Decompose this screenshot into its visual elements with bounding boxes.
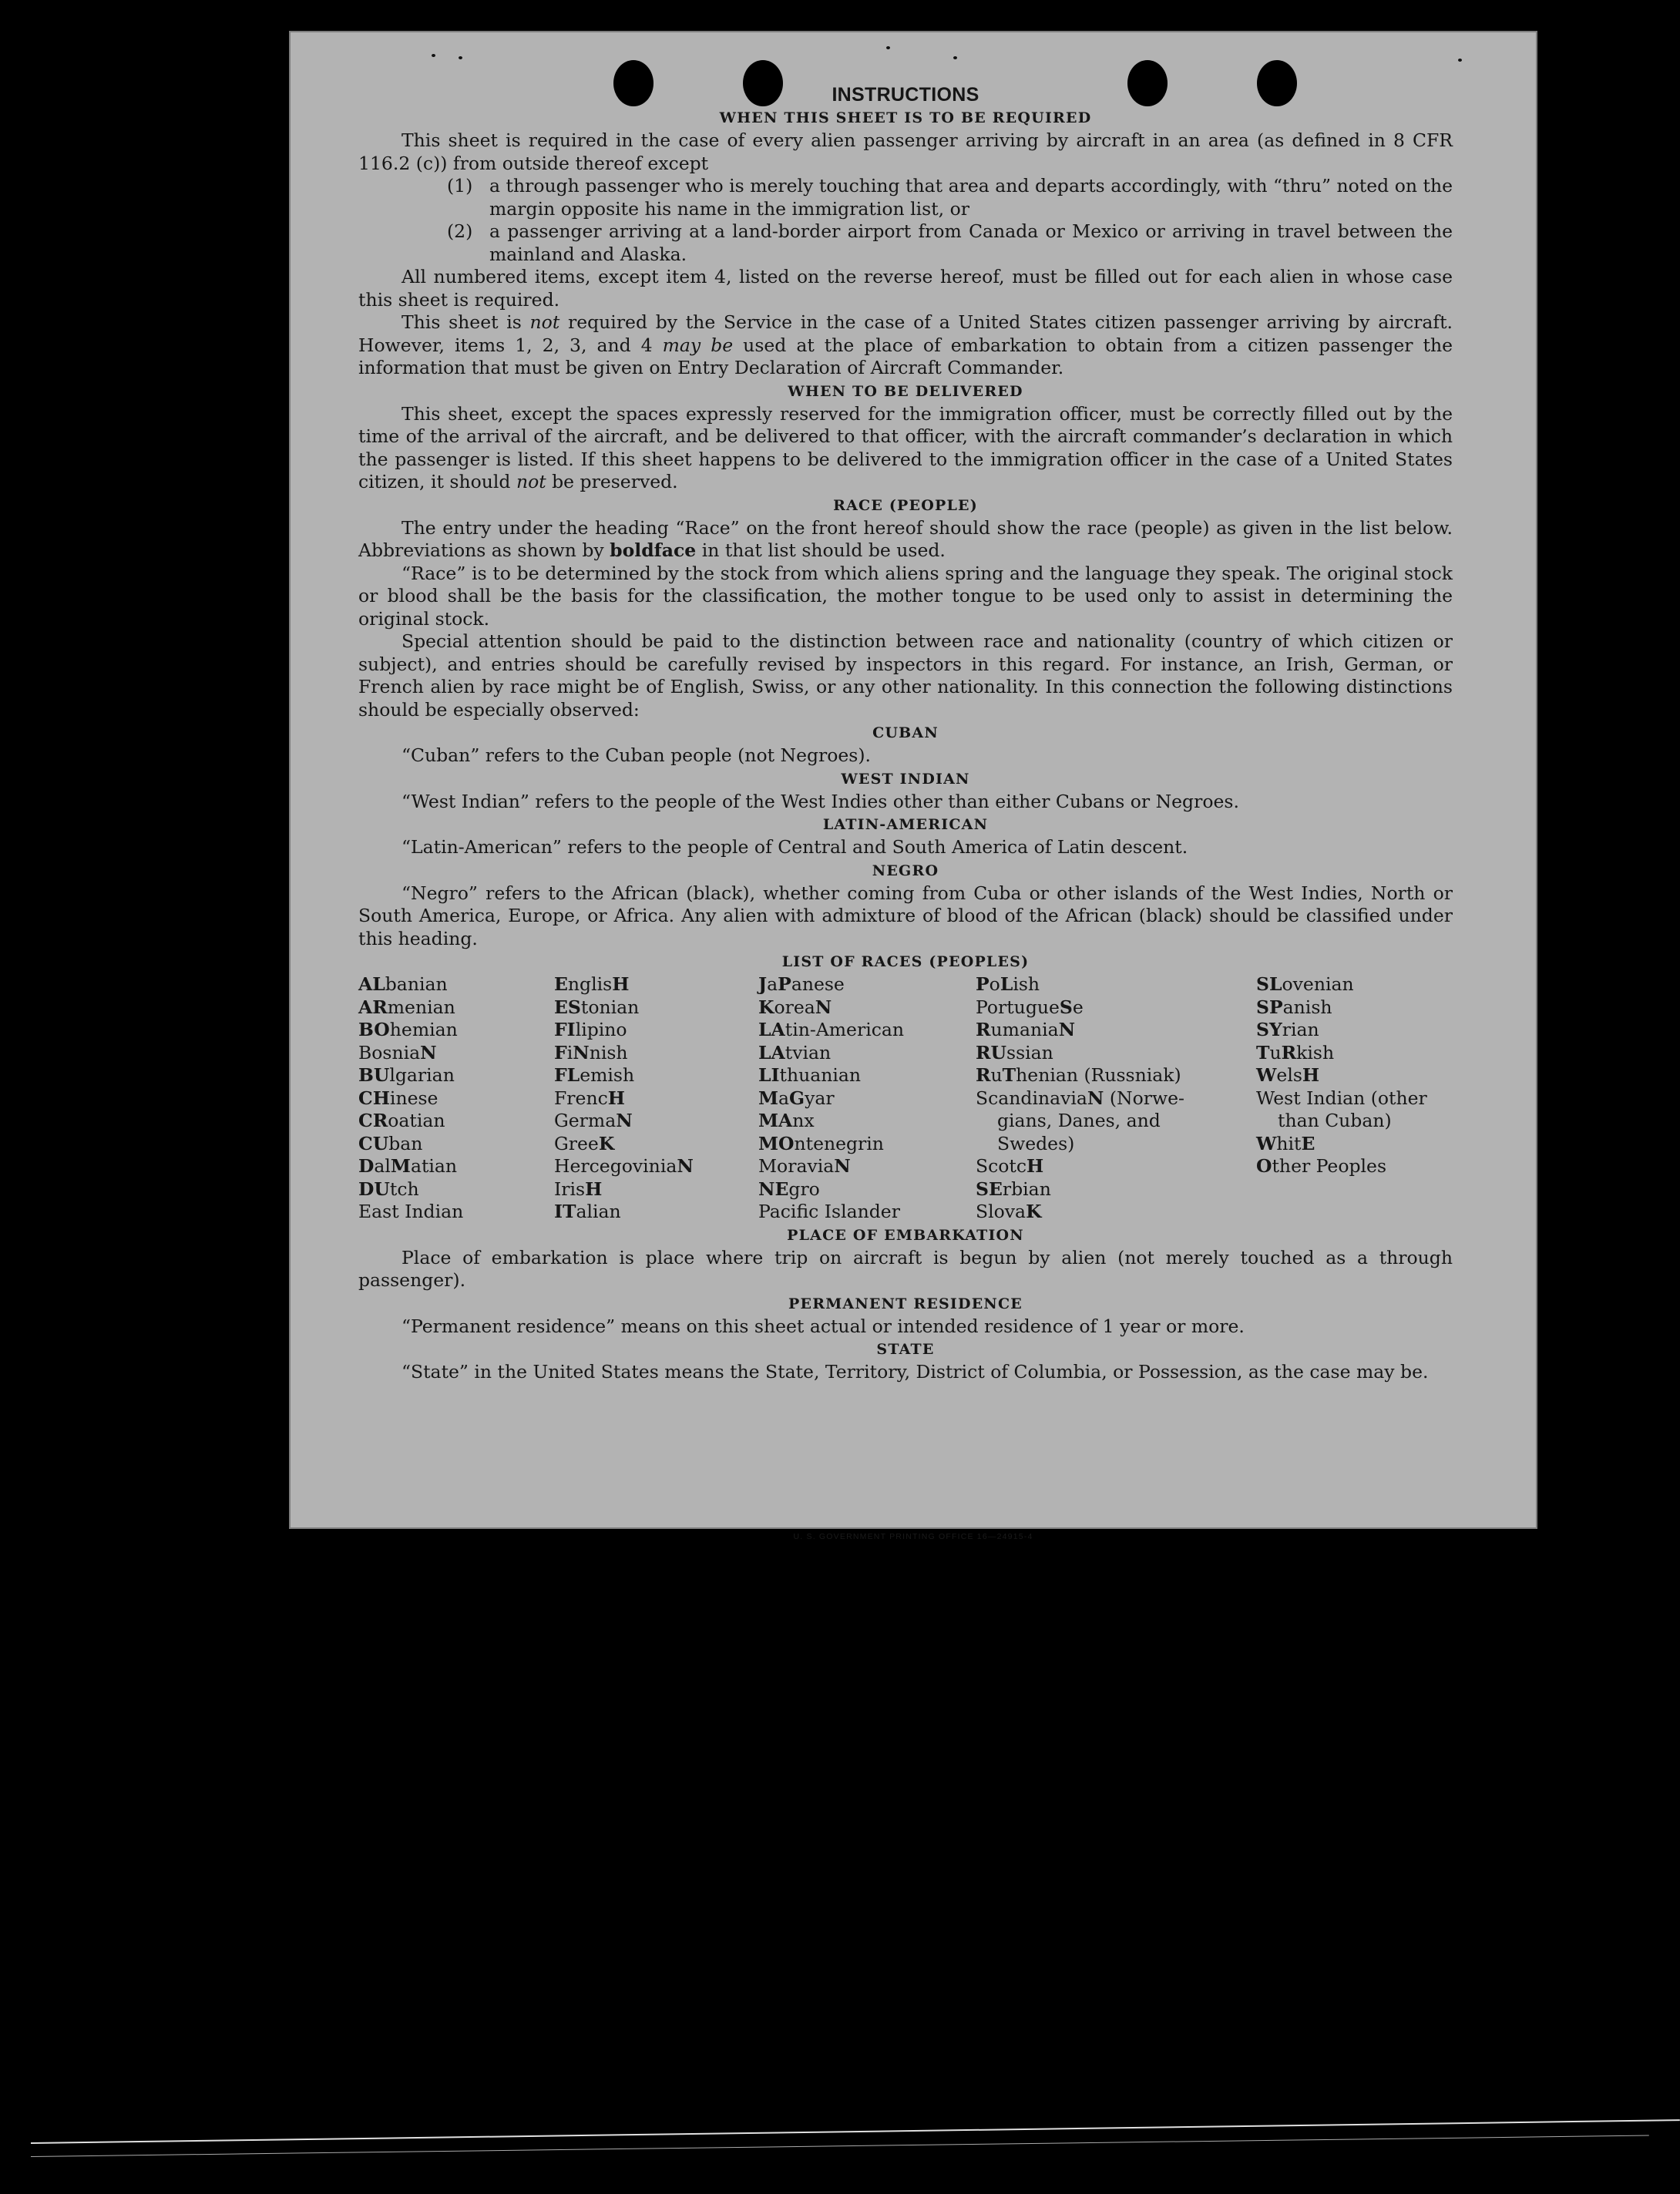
race-entry: PoLish	[976, 973, 1040, 995]
section-heading: PLACE OF EMBARKATION	[787, 1226, 1024, 1244]
paragraph: “Cuban” refers to the Cuban people (not Negroes).	[402, 744, 872, 766]
scan-speck	[1458, 59, 1462, 62]
race-list	[358, 973, 1453, 1224]
paragraph: “Race” is to be determined by the stock from which aliens spring and the language they speak. The original stock or blood shall be the basis for the classification, the mother tongue to be used only to assist in determining the original stock.	[358, 562, 1453, 630]
race-entry: JaPanese	[758, 973, 845, 995]
item-number: (1)	[447, 175, 473, 197]
race-entry: SlovaK	[976, 1201, 1042, 1222]
race-entry: IrisH	[554, 1178, 603, 1200]
race-entry: EnglisH	[554, 973, 630, 995]
race-entry: ITalian	[554, 1201, 621, 1222]
race-entry: CUban	[358, 1132, 423, 1154]
race-entry: LAtvian	[758, 1041, 832, 1063]
scan-speck	[432, 54, 435, 57]
section-heading: WEST INDIAN	[841, 770, 970, 788]
race-entry: GreeK	[554, 1132, 615, 1154]
race-entry: East Indian	[358, 1201, 464, 1222]
paragraph: This sheet is required in the case of every alien passenger arriving by aircraft in an area (as defined in 8 CFR 116.2 (c)) from outside thereof except	[358, 129, 1453, 174]
section-heading: PERMANENT RESIDENCE	[788, 1295, 1023, 1312]
race-entry	[1256, 1201, 1453, 1224]
section-heading: CUBAN	[872, 724, 939, 741]
race-entry: FrencH	[554, 1087, 625, 1109]
paragraph: “Negro” refers to the African (black), whether coming from Cuba or other islands of the West Indies, North or South America, Europe, or Africa. Any alien with admixture of blood of the African (black) should be classified under this heading.	[358, 882, 1453, 949]
paragraph: All numbered items, except item 4, listed on the reverse hereof, must be filled out for each alien in whose case this sheet is required.	[358, 266, 1453, 311]
race-entry: KoreaN	[758, 996, 832, 1018]
race-entry: Other Peoples	[1256, 1155, 1387, 1177]
race-entry: West Indian (other	[1256, 1087, 1427, 1109]
scan-speck	[886, 46, 890, 49]
race-entry: MoraviaN	[758, 1155, 851, 1177]
race-entry: Pacific Islander	[758, 1201, 900, 1222]
race-entry: CHinese	[358, 1087, 438, 1109]
race-entry: ScandinaviaN (Norwe-	[976, 1087, 1184, 1109]
race-entry: FiNnish	[554, 1041, 628, 1063]
race-entry: MOntenegrin	[758, 1132, 884, 1154]
paragraph: The entry under the heading “Race” on the front hereof should show the race (people) as given in the list below. Abbreviations as shown by boldface in that list should be used.	[358, 516, 1453, 561]
race-entry: BUlgarian	[358, 1064, 455, 1086]
race-entry: CRoatian	[358, 1110, 445, 1131]
race-entry: GermaN	[554, 1110, 633, 1131]
section-heading: WHEN TO BE DELIVERED	[788, 382, 1023, 400]
race-entry: LAtin-American	[758, 1019, 905, 1040]
race-entry: NEgro	[758, 1178, 820, 1200]
scan-speck	[459, 56, 462, 59]
paragraph: “Permanent residence” means on this sheet actual or intended residence of 1 year or more.	[402, 1315, 1245, 1337]
paragraph: Special attention should be paid to the distinction between race and nationality (country of which citizen or subject), and entries should be carefully revised by inspectors in this regard. For instance, an Irish, German, or French alien by race might be of English, Swiss, or any other nationality. In this connection the following distinctions should be especially observed:	[358, 630, 1453, 721]
paragraph: Place of embarkation is place where trip on aircraft is begun by alien (not merely touched as a through passenger).	[358, 1246, 1453, 1291]
printer-imprint: U. S. GOVERNMENT PRINTING OFFICE 16—24915-4	[793, 1532, 1033, 1541]
race-entry: EStonian	[554, 996, 640, 1018]
item-text: a through passenger who is merely touching that area and departs accordingly, with “thru” noted on the margin opposite his name in the immigration list, or	[489, 175, 1453, 220]
list-item	[358, 175, 1453, 220]
section-heading: WHEN THIS SHEET IS TO BE REQUIRED	[719, 109, 1092, 126]
paragraph: This sheet, except the spaces expressly reserved for the immigration officer, must be correctly filled out by the time of the arrival of the aircraft, and be delivered to that officer, with the aircraft commander’s declaration in which the passenger is listed. If this sheet happens to be delivered to the immigration officer in the case of a United States citizen, it should not be preserved.	[358, 402, 1453, 492]
race-entry: SPanish	[1256, 996, 1332, 1018]
race-entry: RUssian	[976, 1041, 1053, 1063]
paragraph: “Latin-American” refers to the people of Central and South America of Latin descent.	[402, 836, 1188, 858]
race-entry: FLemish	[554, 1064, 635, 1086]
race-entry: Swedes)	[997, 1132, 1075, 1154]
race-entry: than Cuban)	[1278, 1110, 1392, 1131]
instructions-text	[358, 83, 1453, 1384]
paragraph: This sheet is not required by the Service in the case of a United States citizen passenger arriving by aircraft. However, items 1, 2, 3, and 4 may be used at the place of embarkation to obtain from a citizen passenger the information that must be given on Entry Declaration of Aircraft Commander.	[358, 311, 1453, 378]
scan-speck	[953, 56, 957, 59]
race-entry: DUtch	[358, 1178, 419, 1200]
race-entry: BosniaN	[358, 1041, 437, 1063]
section-heading: RACE (PEOPLE)	[833, 496, 978, 514]
race-entry: LIthuanian	[758, 1064, 862, 1086]
race-entry: ScotcH	[976, 1155, 1044, 1177]
paragraph: “State” in the United States means the State, Territory, District of Columbia, or Possession, as the case may be.	[402, 1361, 1429, 1383]
race-entry: ARmenian	[358, 996, 455, 1018]
race-entry: WelsH	[1256, 1064, 1320, 1086]
race-entry: TuRkish	[1256, 1041, 1335, 1063]
instruction-sheet	[289, 31, 1537, 1541]
race-entry: SLovenian	[1256, 973, 1354, 995]
section-heading: STATE	[876, 1341, 935, 1358]
list-item	[358, 220, 1453, 266]
item-text: a passenger arriving at a land-border airport from Canada or Mexico or arriving in travel between the mainland and Alaska.	[489, 220, 1453, 265]
section-heading: LATIN-AMERICAN	[822, 816, 989, 833]
race-entry: WhitE	[1256, 1132, 1315, 1154]
race-entry: RuThenian (Russniak)	[976, 1064, 1181, 1086]
race-entry: SErbian	[976, 1178, 1051, 1200]
race-entry: DalMatian	[358, 1155, 458, 1177]
race-entry: SYrian	[1256, 1019, 1319, 1040]
race-entry: MAnx	[758, 1110, 815, 1131]
race-entry: PortugueSe	[976, 996, 1084, 1018]
scan-artifact-line	[31, 2119, 1680, 2144]
race-entry: gians, Danes, and	[997, 1110, 1161, 1131]
race-entry: BOhemian	[358, 1019, 458, 1040]
race-entry: RumaniaN	[976, 1019, 1076, 1040]
section-heading: NEGRO	[872, 862, 939, 879]
race-entry: HercegoviniaN	[554, 1155, 694, 1177]
page-title: INSTRUCTIONS	[832, 84, 979, 106]
race-entry: MaGyar	[758, 1087, 835, 1109]
item-number: (2)	[447, 220, 473, 242]
paragraph: “West Indian” refers to the people of the West Indies other than either Cubans or Negroes.	[402, 790, 1239, 812]
section-heading: LIST OF RACES (PEOPLES)	[781, 953, 1030, 970]
race-entry: ALbanian	[358, 973, 448, 995]
race-entry	[1256, 1178, 1453, 1201]
race-entry: FIlipino	[554, 1019, 627, 1040]
